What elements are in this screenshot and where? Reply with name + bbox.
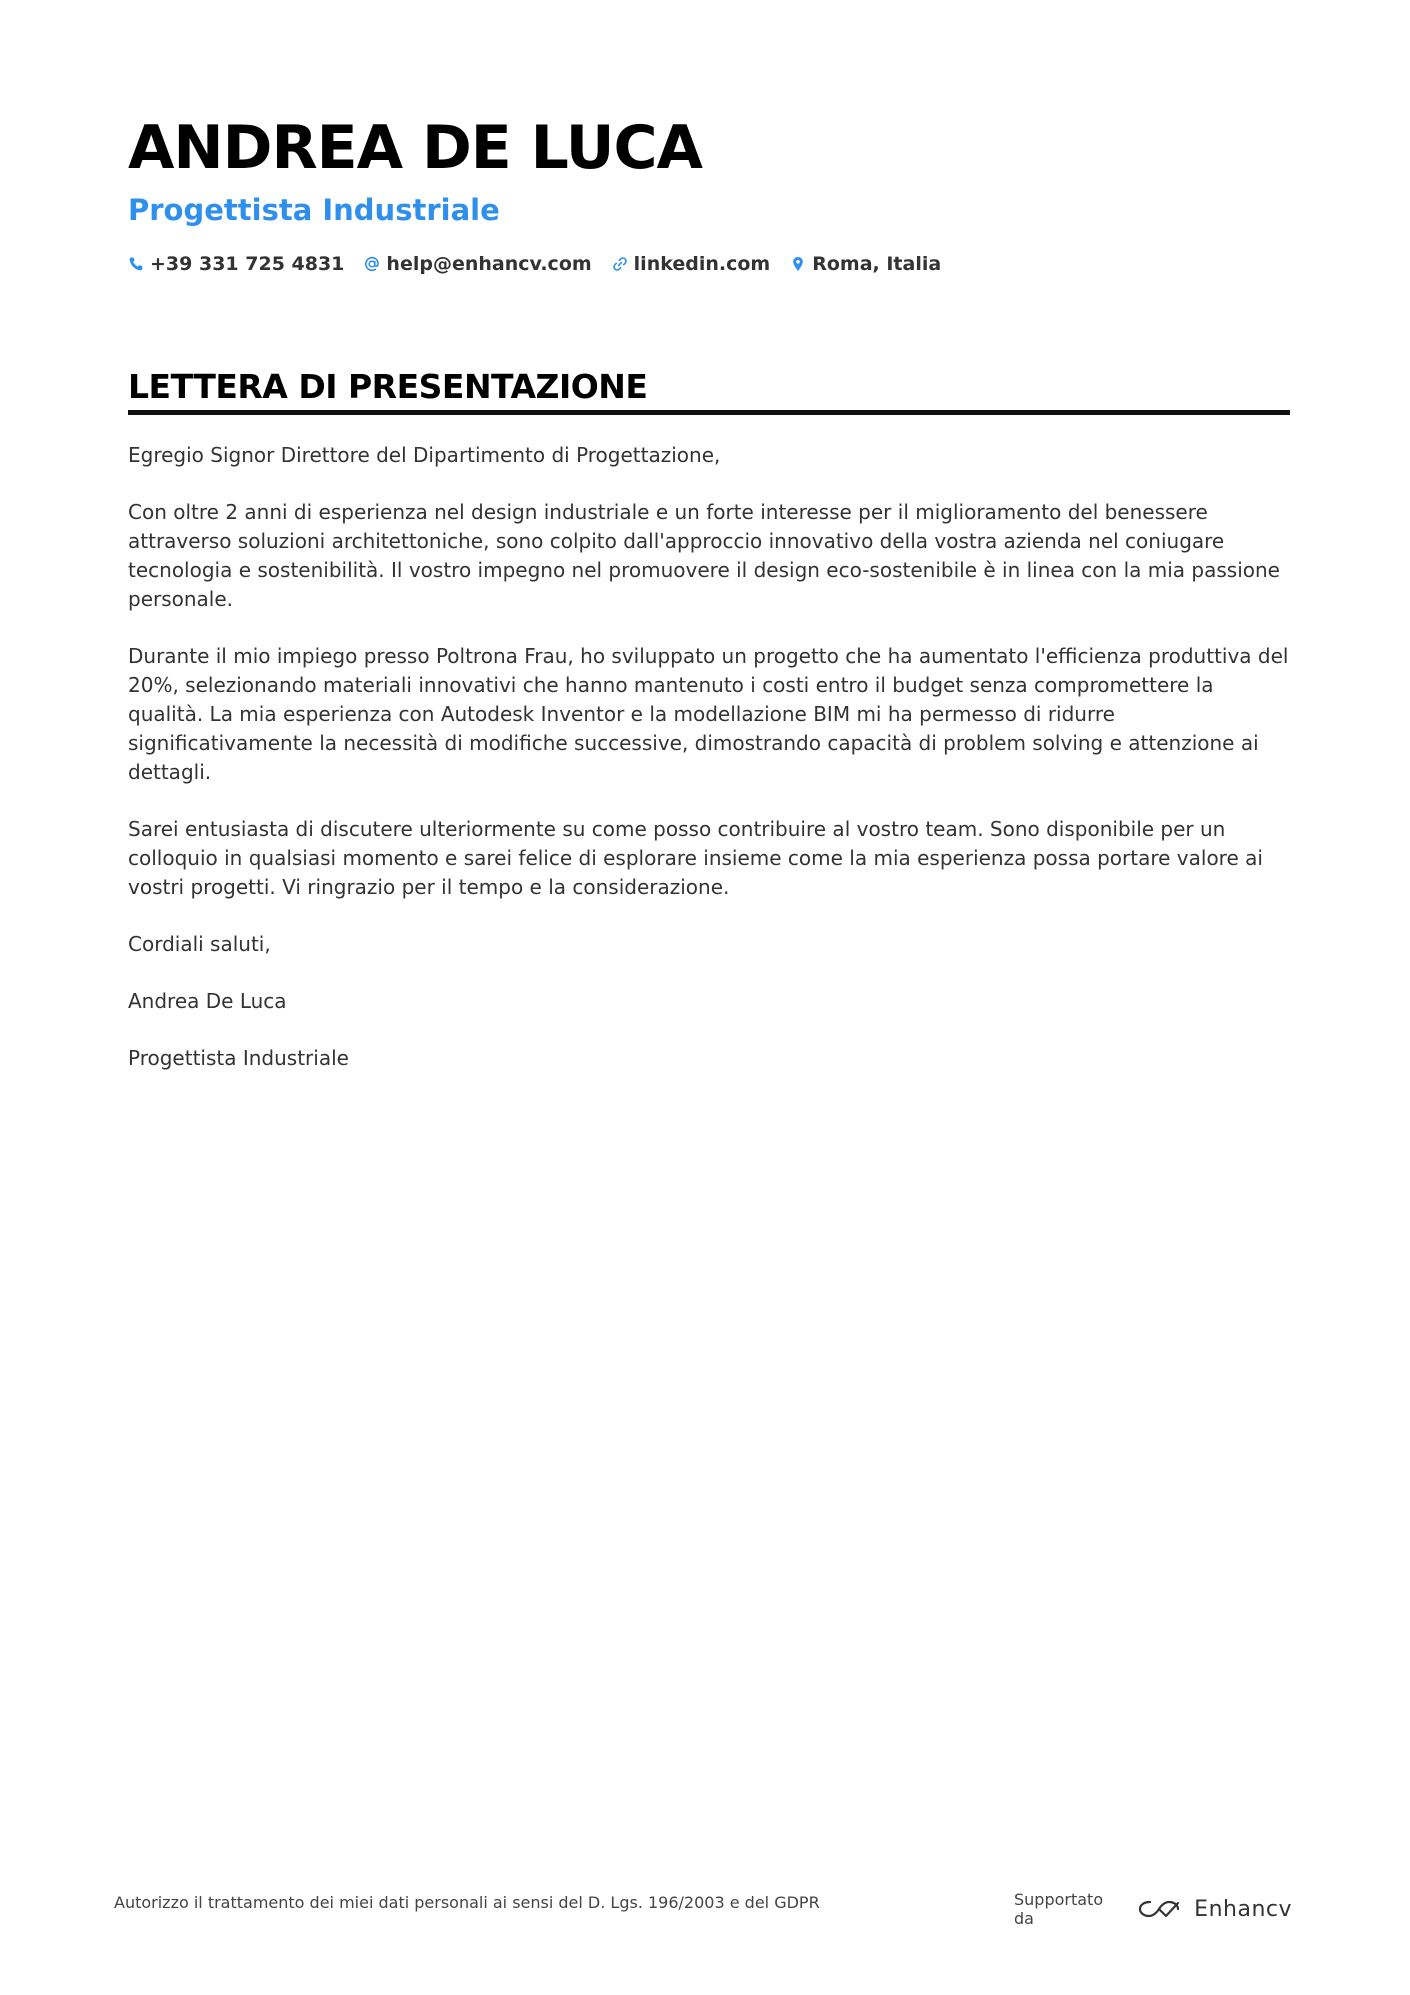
contact-email-text: help@enhancv.com (386, 253, 592, 275)
phone-icon (128, 256, 144, 272)
contact-linkedin[interactable] (612, 253, 771, 275)
letter-closing: Cordiali saluti, (128, 932, 271, 956)
contact-location-text: Roma, Italia (812, 253, 942, 275)
privacy-consent-text: Autorizzo il trattamento dei miei dati personali ai sensi del D. Lgs. 196/2003 e del GDPR (114, 1893, 820, 1912)
contact-phone-text: +39 331 725 4831 (150, 253, 345, 275)
contact-linkedin-text: linkedin.com (633, 253, 771, 275)
powered-by[interactable] (1014, 1890, 1292, 1928)
letter-body (128, 441, 1290, 1101)
letter-greeting: Egregio Signor Direttore del Dipartimento di Progettazione, (128, 443, 721, 467)
section-divider (128, 410, 1290, 415)
signature-name: Andrea De Luca (128, 989, 287, 1013)
candidate-role: Progettista Industriale (128, 193, 500, 227)
contact-location (790, 253, 941, 275)
letter-paragraph-1: Con oltre 2 anni di esperienza nel design industriale e un forte interesse per il miglioramento del benessere attraverso soluzioni architettoniche, sono colpito dall'approccio innovativo della vostra azienda nel coniugare tecnologia e sostenibilità. Il vostro impegno nel promuovere il design eco-sostenibile è in linea con la mia passione personale. (128, 500, 1280, 611)
contact-email[interactable] (364, 253, 591, 275)
enhancv-logo-icon (1136, 1897, 1182, 1921)
signature-role: Progettista Industriale (128, 1046, 349, 1070)
contact-phone[interactable] (128, 253, 344, 275)
letter-paragraph-3: Sarei entusiasta di discutere ulteriormente su come posso contribuire al vostro team. Sono disponibile per un colloquio in qualsiasi momento e sarei felice di esplorare insieme come la mia esperienza possa portare valore ai vostri progetti. Vi ringrazio per il tempo e la considerazione. (128, 817, 1263, 899)
at-icon (364, 256, 380, 272)
powered-by-label: Supportato da (1014, 1890, 1104, 1928)
contact-bar (128, 253, 961, 275)
link-icon (612, 256, 628, 272)
candidate-name: ANDREA DE LUCA (128, 113, 702, 183)
section-title: LETTERA DI PRESENTAZIONE (128, 367, 648, 406)
letter-paragraph-2: Durante il mio impiego presso Poltrona Frau, ho sviluppato un progetto che ha aumentato l'efficienza produttiva del 20%, selezionando materiali innovativi che hanno mantenuto i costi entro il budget senza compromettere la qualità. La mia esperienza con Autodesk Inventor e la modellazione BIM mi ha permesso di ridurre significativamente la necessità di modifiche successive, dimostrando capacità di problem solving e attenzione ai dettagli. (128, 644, 1289, 784)
location-pin-icon (790, 256, 806, 272)
enhancv-brand: Enhancv (1194, 1896, 1292, 1922)
